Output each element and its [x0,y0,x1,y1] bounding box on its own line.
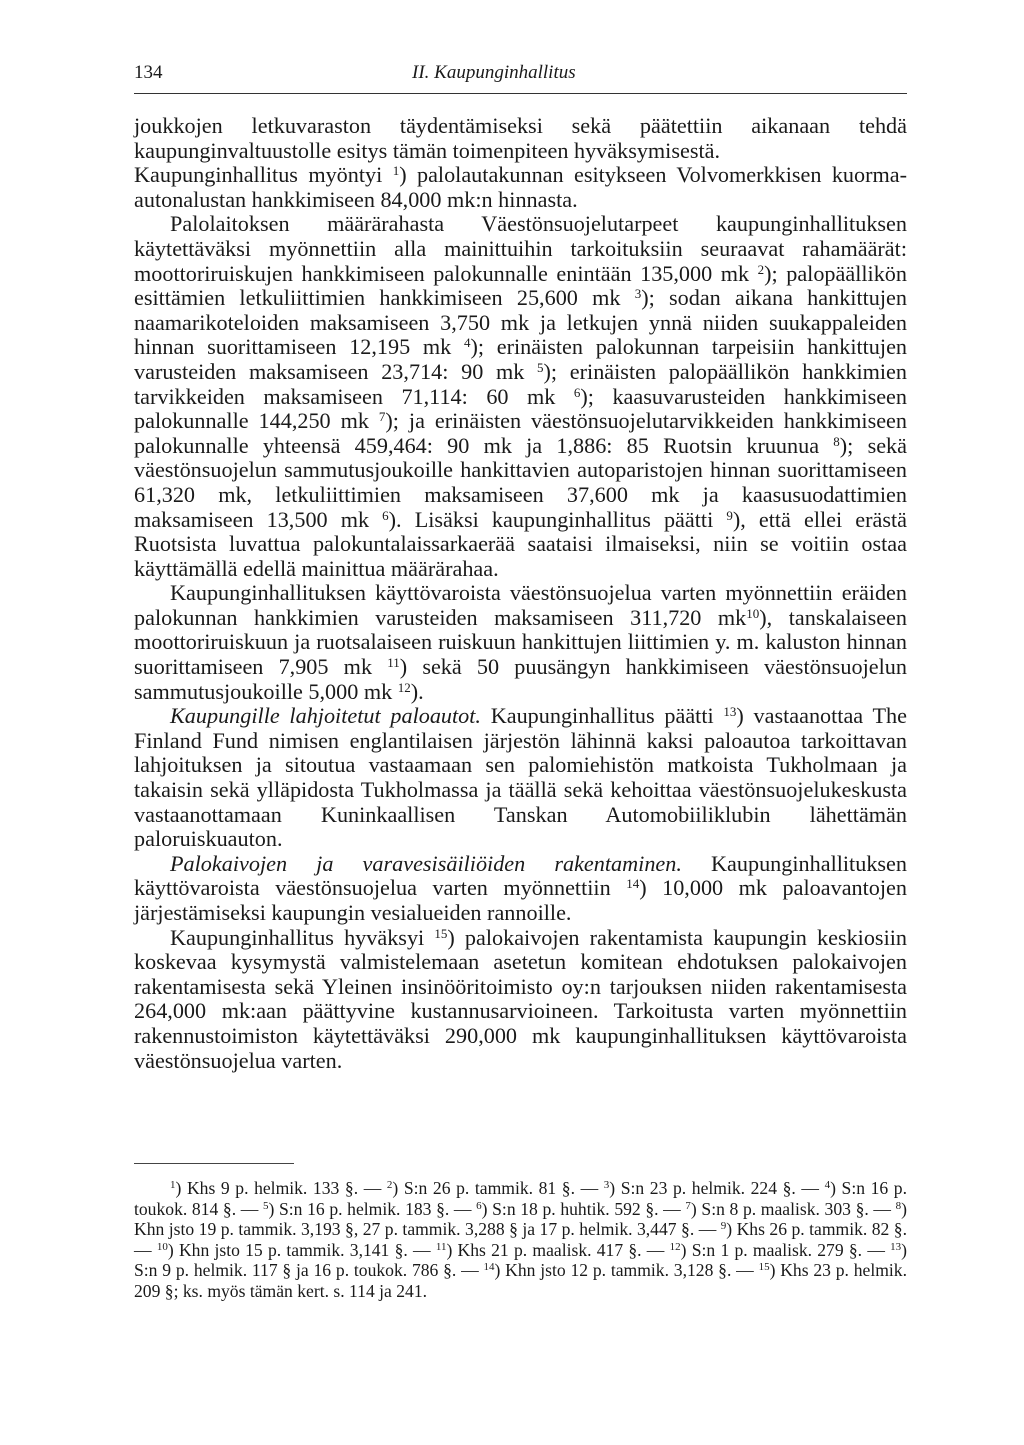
footnote-reference: 6 [573,384,581,400]
footnote-reference: 10 [156,1240,168,1253]
footnote-reference: 7 [685,1199,691,1212]
text-run: ) S:n 23 p. helmik. 224 §. — [609,1178,825,1198]
text-run: ). Lisäksi kaupunginhallitus päätti [388,506,727,532]
footnote-reference: 15 [758,1261,770,1273]
footnote-reference: 2 [386,1179,393,1191]
text-run: ) S:n 1 p. maalisk. 279 §. — [680,1239,891,1260]
text-run: ), että ellei erästä Ruotsista luvattua palokuntalaissarkaerää saataisi ilmaiseksi, niin se voitiin ostaa käyttämällä edellä mainittua määrärahaa. [134,506,907,581]
footnote-reference: 13 [723,704,737,720]
footnote-paragraph [134,1178,907,1301]
text-run: Kaupunginhallitus myöntyi [134,162,393,188]
footnote-reference: 13 [890,1240,902,1253]
text-run: ); sodan aikana hankittujen naamarikoteloiden maksamiseen 3,750 mk ja letkujen ynnä niiden suukappaleiden hinnan suorittamiseen 12,195 mk [134,285,907,360]
section-heading-inline: Palokaivojen ja varavesisäiliöiden rakentaminen. [170,850,682,876]
footnote-reference: 14 [483,1261,495,1273]
footnote-reference: 6 [476,1199,482,1212]
footnote-rule [134,1163,294,1164]
page-header [134,62,907,90]
text-run: ) S:n 26 p. tammik. 81 §. — [392,1178,604,1198]
text-run: ) Khn jsto 19 p. tammik. 3,193 §, 27 p. tammik. 3,288 § ja 17 p. helmik. 3,447 §. — [134,1198,907,1239]
footnote-reference: 12 [397,679,411,695]
text-run: ) palolautakunnan esitykseen Volvomerkkisen kuorma-autonalustan hankkimiseen 84,000 mk:n hinnasta. [134,162,907,212]
footnote-reference: 9 [720,1220,727,1232]
body-paragraph [134,581,907,704]
footnote-reference: 10 [746,605,760,621]
text-run: Kaupunginhallituksen käyttövaroista väestönsuojelua varten myönnettiin [134,850,907,901]
footnote-reference: 4 [463,335,471,351]
text-run: ); sekä väestönsuojelun sammutusjoukoille hankittavien autoparistojen hinnan suorittamiseen 61,320 mk, letkuliittimien maksamiseen 37,600 mk ja kaasusuodattimien maksamiseen 13,500 mk [134,432,907,532]
footnote-reference: 8 [895,1199,902,1212]
text-run: Palolaitoksen määrärahasta Väestönsuojelutarpeet kaupunginhallituksen käytettäväksi myönnettiin alla mainittuihin tarkoituksiin seuraavat rahamäärät: moottoriruiskujen hankkimiseen palokunnalle enintään 135,000 mk [134,211,907,286]
footnote-reference: 11 [387,655,400,671]
body-paragraph [134,926,907,1074]
body-paragraph [134,163,907,212]
text-run: ); kaasuvarusteiden hankkimiseen palokunnalle 144,250 mk [134,383,907,434]
footnotes [134,1178,907,1301]
text-run: ); ja erinäisten väestönsuojelutarvikkeiden hankkimiseen palokunnalle yhteensä 459,464: 90 mk ja 1,886: 85 Ruotsin kruunua [134,408,908,458]
text-run: ) Khs 9 p. helmik. 133 §. — [175,1178,387,1198]
body-paragraph [134,852,907,926]
body-paragraph [134,704,907,852]
running-title: II. Kaupunginhallitus [412,62,576,83]
body-paragraph [134,114,907,163]
body-paragraph [134,212,907,581]
text-run: ), tanskalaiseen moottoriruiskuun ja ruotsalaiseen ruiskuun hankittujen liittimien y. m. kaluston hinnan suorittamiseen 7,905 mk [134,604,907,680]
footnote-reference: 9 [726,507,733,523]
body-text [134,114,907,1073]
text-run: ) palokaivojen rakentamista kaupungin keskiosiin koskevaa kysymystä valmistelemaan asetetun komitean ehdotuksen palokaivojen rakentamisesta sekä Yleinen insinööritoimisto oy:n tarjouksen niiden rakentamisesta 264,000 mk:aan päättyvine kustannusarvioineen. Tarkoitusta varten myönnettiin rakennustoimiston käytettäväksi 290,000 mk kaupunginhallituksen käyttövaroista väestönsuojelua varten. [134,924,907,1073]
page-number: 134 [134,62,163,83]
footnote-reference: 14 [626,876,640,892]
footnote-reference: 5 [537,359,544,375]
text-run: ). [410,678,424,704]
text-run: ) Khn jsto 12 p. tammik. 3,128 §. — [494,1260,759,1280]
footnote-reference: 6 [382,507,389,523]
text-run: joukkojen letkuvaraston täydentämiseksi sekä päätettiin aikanaan tehdä kaupunginvaltuustolle esitys tämän toimenpiteen hyväksymisestä. [134,113,907,163]
text-run: Kaupunginhallitus hyväksyi [170,924,435,950]
footnote-reference: 3 [634,286,642,302]
text-run: ) S:n 9 p. helmik. 117 § ja 16 p. toukok. 786 §. — [134,1239,908,1280]
footnote-reference: 2 [757,261,765,277]
footnote-reference: 1 [392,163,400,179]
text-run: ) S:n 16 p. toukok. 814 §. — [134,1178,907,1219]
footnote-reference: 8 [833,433,840,449]
footnote-reference: 11 [435,1240,447,1253]
footnote-reference: 1 [170,1179,176,1191]
text-run: ); erinäisten palokunnan tarpeisiin hankittujen varusteiden maksamiseen 23,714: 90 mk [134,334,908,384]
footnote-reference: 7 [378,409,386,425]
text-run: ) Khn jsto 15 p. tammik. 3,141 §. — [167,1239,436,1260]
text-run: Kaupunginhallituksen käyttövaroista väestönsuojelua varten myönnettiin eräiden palokunnan hankkimien varusteiden maksamiseen 311,720 mk [134,580,907,630]
text-run: ) S:n 16 p. helmik. 183 §. — [268,1198,477,1219]
text-run: ); erinäisten palopäällikön hankkimien tarvikkeiden maksamiseen 71,114: 60 mk [134,358,907,409]
text-run: ) Khs 23 p. helmik. 209 §; ks. myös tämän kert. s. 114 ja 241. [134,1260,907,1301]
text-run: Kaupunginhallitus päätti [480,703,724,729]
text-run: ) 10,000 mk paloavantojen järjestämiseksi kaupungin vesialueiden rannoille. [134,875,907,925]
footnote-reference: 12 [669,1240,681,1253]
text-run: ) sekä 50 puusängyn hankkimiseen väestönsuojelun sammutusjoukoille 5,000 mk [134,654,907,704]
text-run: ) Khs 26 p. tammik. 82 §. — [134,1219,908,1260]
section-heading-inline: Kaupungille lahjoitetut paloautot. [170,703,481,729]
text-run: ) Khs 21 p. maalisk. 417 §. — [446,1239,670,1260]
footnote-reference: 5 [263,1199,269,1212]
text-run: ); palopäällikön esittämien letkuliittimien hankkimiseen 25,600 mk [134,260,907,311]
text-run: ) S:n 8 p. maalisk. 303 §. — [690,1198,896,1219]
text-run: ) S:n 18 p. huhtik. 592 §. — [481,1198,686,1219]
footnote-reference: 15 [434,925,448,941]
header-rule [134,93,907,94]
footnote-reference: 3 [603,1179,610,1191]
footnote-reference: 4 [824,1179,831,1191]
text-run: ) vastaanottaa The Finland Fund nimisen englantilaisen järjestön lähinnä kaksi paloautoa tarkoittavan lahjoituksen ja sitoutua vastaamaan sen palomiehistön matkoista Tukholmaan ja takaisin sekä ylläpidosta Tukholmassa ja täällä sekä kehoittaa väestönsuojelukeskusta vastaanottamaan Kuninkaallisen Tanskan Automobiiliklubin lähettämän paloruiskuauton. [134,703,907,852]
